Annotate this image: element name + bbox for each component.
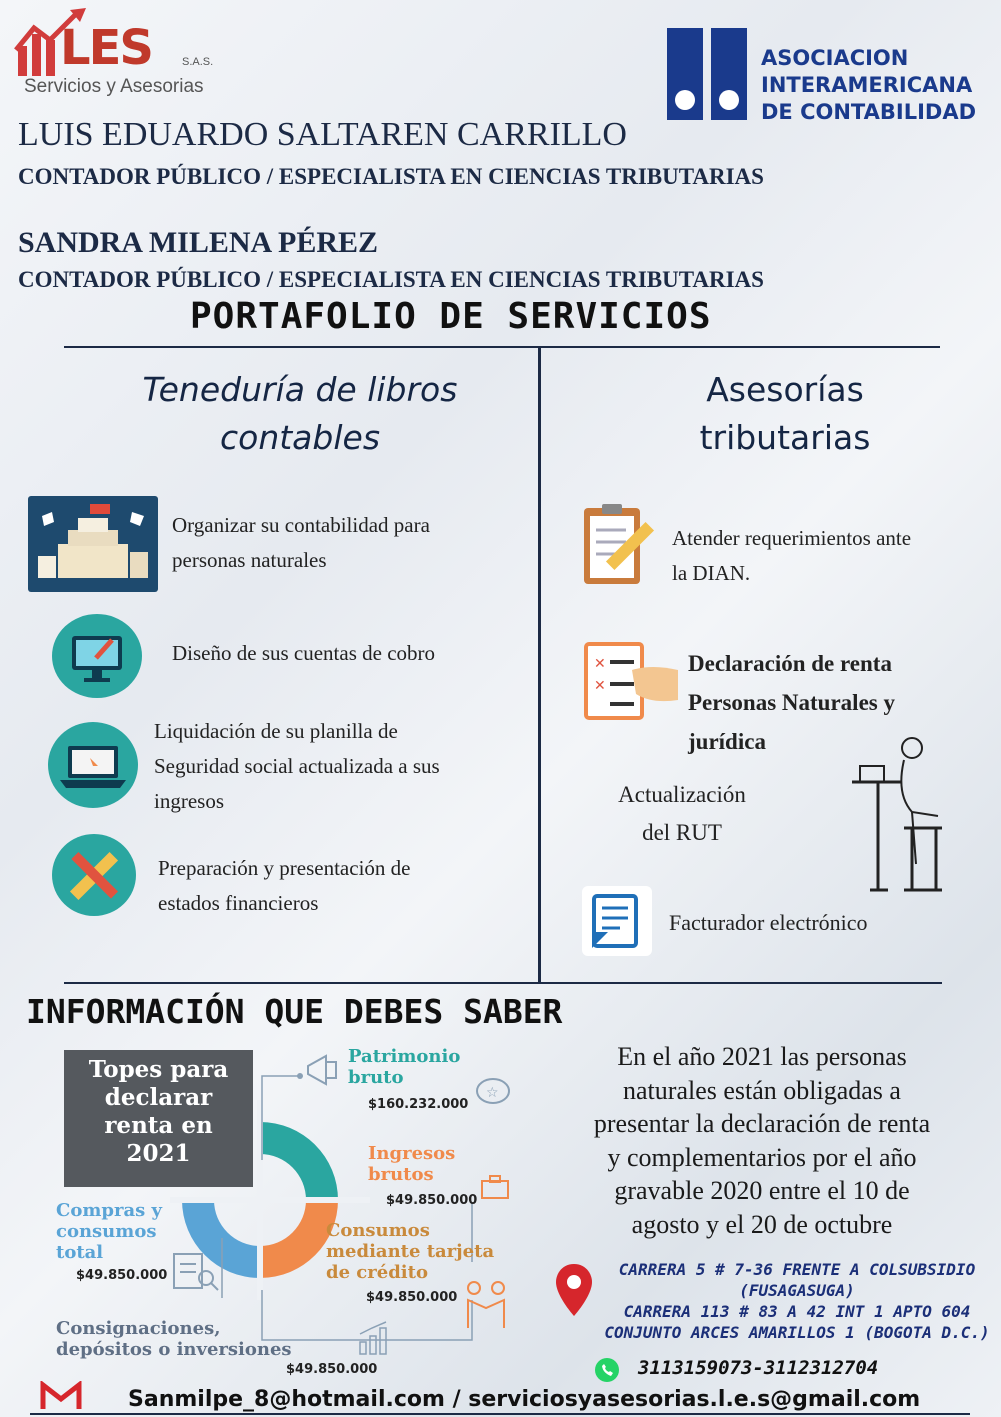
topes-line: declarar: [104, 1084, 213, 1111]
service-line: Preparación y presentación de: [158, 856, 411, 880]
checklist-hand-icon: [582, 640, 682, 722]
megaphone-icon: [304, 1052, 344, 1088]
portfolio-title: PORTAFOLIO DE SERVICIOS: [190, 296, 712, 337]
service-line: Declaración de renta: [688, 651, 892, 676]
address-line: CARRERA 113 # 83 A 42 INT 1 APTO 604: [623, 1302, 971, 1321]
topic-line: bruto: [348, 1067, 404, 1088]
ruler-pencil-icon: [52, 834, 136, 916]
info-paragraph: [548, 1040, 976, 1241]
logo-tagline: Servicios y Asesorias: [24, 76, 204, 97]
topic-line: total: [56, 1242, 104, 1263]
service-line: Organizar su contabilidad para: [172, 513, 430, 537]
briefcase-icon: [480, 1174, 510, 1200]
service-organizar: [172, 508, 430, 578]
svg-text:✕: ✕: [594, 678, 606, 694]
aic-logo: [667, 28, 997, 124]
topes-line: 2021: [126, 1140, 191, 1167]
address-line: CARRERA 5 # 7-36 FRENTE A COLSUBSIDIO: [618, 1260, 976, 1279]
aic-line2: INTERAMERICANA: [761, 73, 973, 97]
topic-line: de crédito: [326, 1262, 428, 1283]
amount-consignaciones: $49.850.000: [286, 1362, 378, 1377]
person-2-role: CONTADOR PÚBLICO / ESPECIALISTA EN CIENCIAS TRIBUTARIAS: [18, 267, 764, 292]
service-liquidacion: [154, 714, 440, 819]
monitor-pen-icon: [52, 614, 142, 698]
person-2-name: SANDRA MILENA PÉREZ: [18, 226, 379, 259]
service-line: jurídica: [688, 729, 766, 754]
service-facturador: Facturador electrónico: [669, 910, 868, 935]
document-search-icon: [172, 1252, 222, 1292]
topes-line: renta en: [104, 1112, 213, 1139]
left-heading-line2: contables: [219, 418, 381, 457]
star-bubble-icon: [474, 1076, 512, 1108]
documents-pile-icon: [28, 496, 158, 592]
amount-patrimonio: $160.232.000: [368, 1097, 469, 1112]
location-pin-icon: [554, 1262, 594, 1318]
address-line: (FUSAGASUGA): [739, 1281, 855, 1300]
svg-text:☆: ☆: [486, 1085, 499, 1101]
invoice-icon: [582, 886, 652, 956]
address-line: CONJUNTO ARCES AMARILLOS 1 (BOGOTA D.C.): [604, 1323, 990, 1342]
footer-line: [30, 1413, 970, 1415]
aic-line1: ASOCIACION: [761, 46, 909, 70]
aic-line3: DE CONTABILIDAD: [761, 100, 977, 124]
topic-ingresos: [368, 1143, 455, 1185]
service-rut: [604, 776, 760, 852]
topic-line: brutos: [368, 1164, 434, 1185]
topes-line: Topes para: [88, 1056, 229, 1083]
phone-numbers[interactable]: 3113159073-3112312704: [638, 1357, 879, 1379]
topic-line: mediante tarjeta: [326, 1241, 495, 1262]
whatsapp-icon: [594, 1357, 620, 1383]
person-1-role: CONTADOR PÚBLICO / ESPECIALISTA EN CIENCIAS TRIBUTARIAS: [18, 164, 764, 189]
aic-logo-mark: [667, 28, 749, 120]
column-divider: [538, 346, 541, 982]
svg-text:✕: ✕: [594, 656, 606, 672]
amount-ingresos: $49.850.000: [386, 1193, 478, 1208]
topic-line: consumos: [56, 1221, 157, 1242]
service-line: la DIAN.: [672, 561, 751, 585]
topic-consumos-tarjeta: [326, 1220, 494, 1283]
service-line: Actualización: [618, 782, 746, 807]
topic-line: Consumos: [326, 1220, 430, 1241]
handshake-icon: [460, 1278, 512, 1330]
person-1-name: LUIS EDUARDO SALTAREN CARRILLO: [18, 116, 627, 153]
topic-patrimonio: [348, 1046, 460, 1088]
topic-compras: [56, 1200, 162, 1263]
service-line: personas naturales: [172, 548, 327, 572]
paragraph-line: agosto y el 20 de octubre: [631, 1209, 893, 1239]
left-heading-line1: Teneduría de libros: [142, 370, 458, 409]
right-heading-line2: tributarias: [699, 418, 871, 457]
service-line: Liquidación de su planilla de: [154, 719, 398, 743]
les-logo: [14, 6, 224, 98]
topic-line: Compras y: [56, 1200, 162, 1221]
right-heading-line1: Asesorías: [706, 370, 864, 409]
clipboard-pencil-icon: [572, 500, 662, 592]
service-line: Personas Naturales y: [688, 690, 895, 715]
logo-sas: S.A.S.: [182, 56, 214, 68]
service-line: Atender requerimientos ante: [672, 526, 912, 550]
paragraph-line: y complementarios por el año: [607, 1142, 917, 1172]
left-column-heading: [90, 366, 510, 462]
person-at-desk-icon: [842, 734, 952, 898]
topic-line: Ingresos: [368, 1143, 456, 1164]
service-disenio: Diseño de sus cuentas de cobro: [172, 641, 436, 665]
address-block: [600, 1259, 994, 1343]
service-requerimientos: [672, 521, 911, 591]
topic-line: Patrimonio: [348, 1046, 461, 1067]
paragraph-line: En el año 2021 las personas: [617, 1042, 907, 1071]
bottom-divider: [64, 982, 942, 984]
topic-consignaciones: [56, 1318, 292, 1360]
service-line: del RUT: [642, 820, 722, 845]
amount-consumos-tarjeta: $49.850.000: [366, 1290, 458, 1305]
right-column-heading: [570, 366, 1000, 462]
logo-mark-text: LES: [60, 20, 152, 76]
service-line: estados financieros: [158, 891, 319, 915]
amount-compras: $49.850.000: [76, 1268, 168, 1283]
topic-line: depósitos o inversiones: [56, 1339, 292, 1360]
topic-line: Consignaciones,: [56, 1318, 221, 1339]
info-title: INFORMACIÓN QUE DEBES SABER: [26, 992, 563, 1031]
paragraph-line: gravable 2020 entre el 10 de: [614, 1176, 910, 1205]
service-line: Seguridad social actualizada a sus: [154, 754, 440, 778]
email-addresses[interactable]: Sanmilpe_8@hotmail.com / serviciosyasesorias.l.e.s@gmail.com: [128, 1387, 921, 1412]
top-divider: [64, 346, 940, 348]
paragraph-line: presentar la declaración de renta: [593, 1109, 931, 1138]
service-estados: [158, 851, 410, 921]
laptop-icon: [48, 722, 138, 808]
service-line: ingresos: [154, 789, 224, 813]
gmail-icon: [40, 1381, 82, 1411]
paragraph-line: naturales están obligadas a: [623, 1075, 901, 1105]
bar-growth-icon: [356, 1320, 394, 1356]
